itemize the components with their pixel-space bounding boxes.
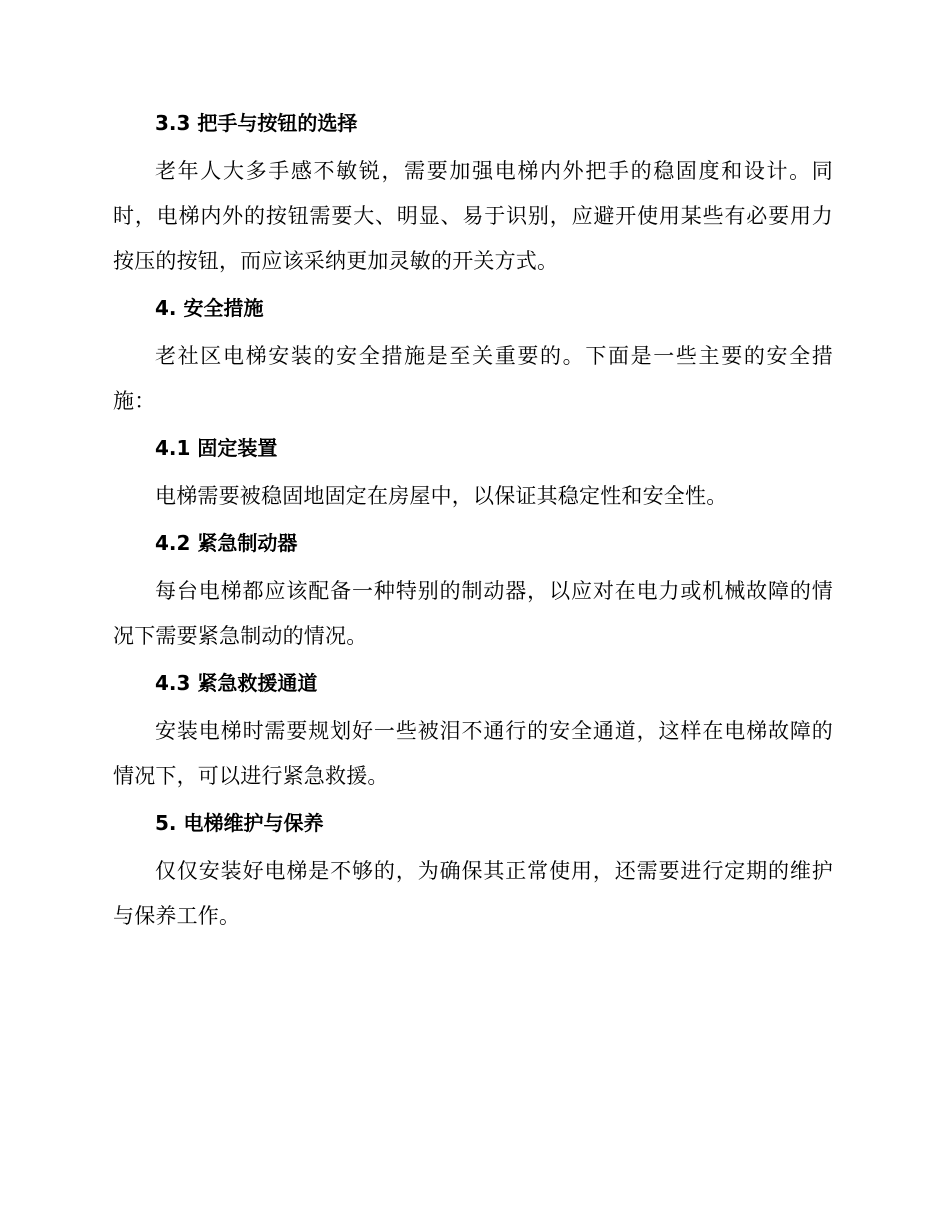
document-body (113, 108, 833, 939)
section-heading-4-3: 4.3 紧急救援通道 (155, 671, 318, 695)
section-paragraph-5: 仅仅安装好电梯是不够的，为确保其正常使用，还需要进行定期的维护与保养工作。 (113, 859, 833, 928)
section-heading-4-1: 4.1 固定装置 (155, 436, 278, 460)
section-paragraph-4-3: 安装电梯时需要规划好一些被泪不通行的安全通道，这样在电梯故障的情况下，可以进行紧急救援。 (113, 719, 833, 788)
section-heading-4: 4. 安全措施 (155, 296, 264, 320)
section-heading-3-3: 3.3 把手与按钮的选择 (155, 111, 358, 135)
section-heading-4-2: 4.2 紧急制动器 (155, 531, 298, 555)
section-heading-5: 5. 电梯维护与保养 (155, 811, 324, 835)
section-paragraph-4-1: 电梯需要被稳固地固定在房屋中，以保证其稳定性和安全性。 (155, 484, 728, 508)
section-paragraph-3-3: 老年人大多手感不敏锐，需要加强电梯内外把手的稳固度和设计。同时，电梯内外的按钮需要大、明显、易于识别，应避开使用某些有必要用力按压的按钮，而应该采纳更加灵敏的开关方式。 (113, 159, 833, 273)
section-paragraph-4-2: 每台电梯都应该配备一种特别的制动器，以应对在电力或机械故障的情况下需要紧急制动的情况。 (113, 579, 833, 648)
section-paragraph-4: 老社区电梯安装的安全措施是至关重要的。下面是一些主要的安全措施： (113, 344, 833, 413)
